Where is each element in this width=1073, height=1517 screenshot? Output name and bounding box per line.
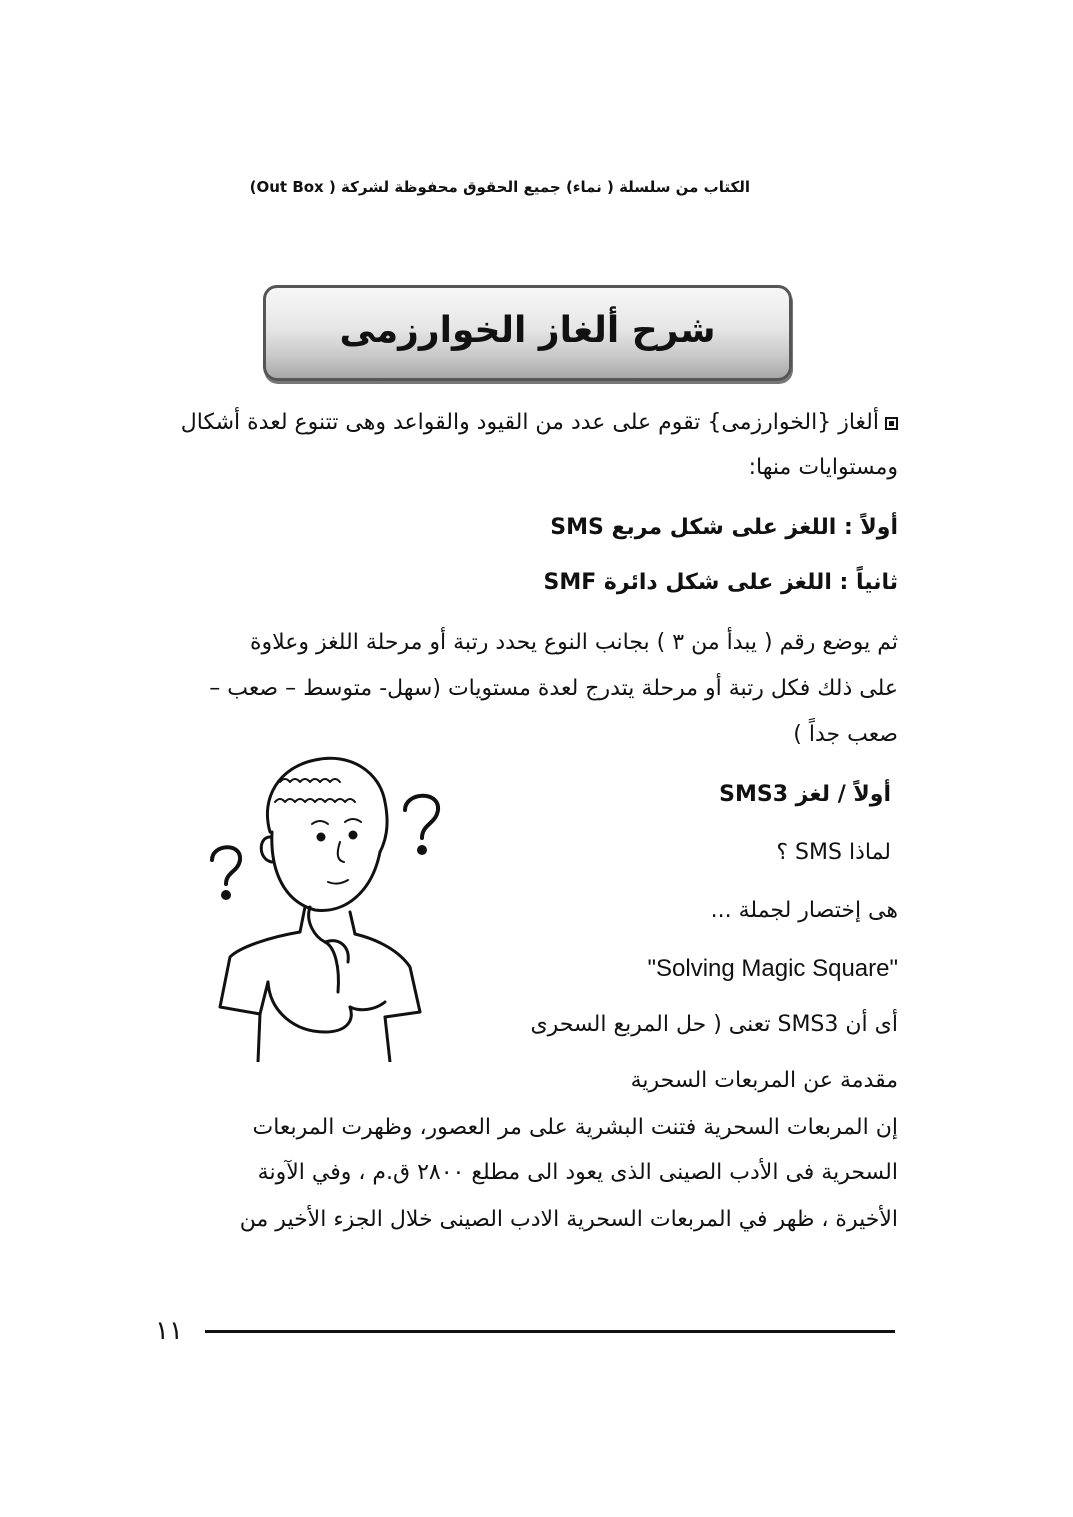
page-title: شرح ألغاز الخوارزمى (339, 309, 716, 351)
thinking-boy-icon (200, 742, 460, 1062)
footer-rule (205, 1330, 895, 1333)
sms-abbrev: هى إختصار لجملة ... (710, 898, 898, 923)
intro-line-1 (181, 410, 898, 435)
sms-phrase: "Solving Magic Square" (647, 955, 898, 982)
sms-why: لماذا SMS ؟ (776, 840, 891, 865)
magic-intro-line-1: إن المربعات السحرية فتنت البشرية على مر العصور، وظهرت المربعات (252, 1115, 898, 1140)
levels-line-3: صعب جداً ) (793, 722, 898, 747)
first-type-heading: أولاً : اللغز على شكل مربع SMS (550, 515, 898, 540)
magic-intro-heading: مقدمة عن المربعات السحرية (630, 1068, 898, 1093)
intro-text-1: ألغاز {الخوارزمى} تقوم على عدد من القيود والقواعد وهى تتنوع لعدة أشكال (180, 410, 879, 435)
magic-intro-line-2: السحرية فى الأدب الصينى الذى يعود الى مطلع ٢٨٠٠ ق.م ، وفي الآونة (257, 1160, 898, 1185)
magic-intro-line-3: الأخيرة ، ظهر في المربعات السحرية الادب الصينى خلال الجزء الأخير من (239, 1207, 898, 1232)
intro-line-2: ومستوايات منها: (748, 455, 898, 480)
levels-line-2: على ذلك فكل رتبة أو مرحلة يتدرج لعدة مستويات (سهل- متوسط – صعب – (209, 676, 898, 701)
second-type-heading: ثانياً : اللغز على شكل دائرة SMF (543, 570, 898, 595)
levels-line-1: ثم يوضع رقم ( يبدأ من ٣ ) بجانب النوع يحدد رتبة أو مرحلة اللغز وعلاوة (249, 630, 898, 655)
page-number: ١١ (155, 1316, 183, 1346)
running-header: الكتاب من سلسلة ( نماء) جميع الحقوق محفوظة لشركة ( Out Box) (249, 178, 750, 196)
title-banner (263, 285, 792, 381)
square-bullet-icon (885, 417, 898, 430)
sms3-heading: أولاً / لغز SMS3 (719, 782, 891, 807)
sms3-meaning: أى أن SMS3 تعنى ( حل المربع السحرى (530, 1012, 898, 1037)
